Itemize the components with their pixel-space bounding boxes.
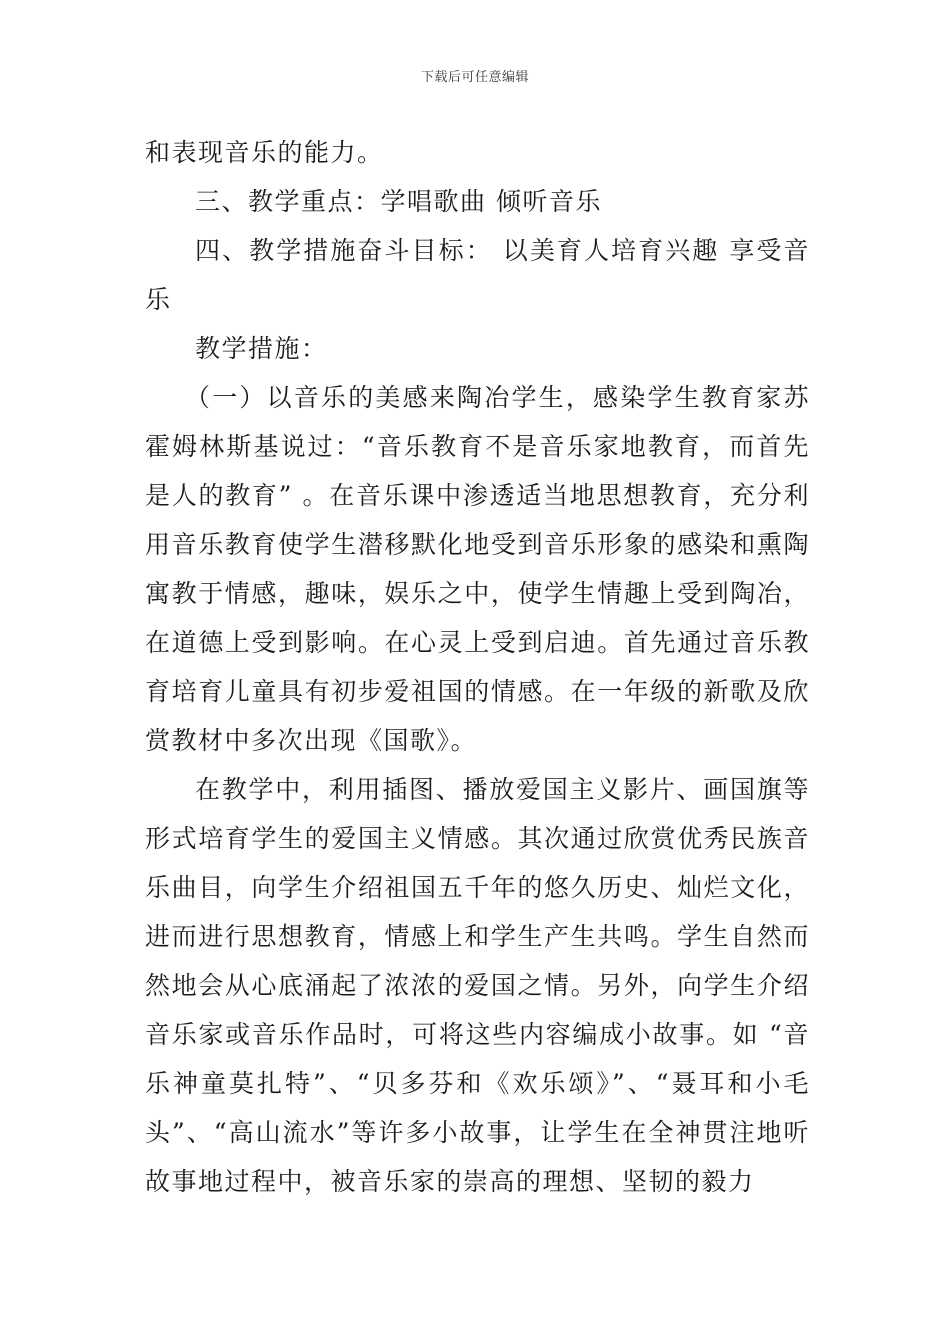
paragraph-teaching-focus: 三、教学重点：学唱歌曲 倾听音乐 bbox=[195, 187, 602, 216]
paragraph-teaching-goals: 四、教学措施奋斗目标： 以美育人培育兴趣 享受音乐 bbox=[145, 236, 810, 314]
paragraph-measure-one: （一）以音乐的美感来陶冶学生，感染学生教育家苏霍姆林斯基说过：“音乐教育不是音乐家地教育，而首先是人的教育” 。在音乐课中渗透适当地思想教育，充分利用音乐教育使学生潜移默化地受到音乐形象的感染和熏陶寓教于情感，趣味，娱乐之中，使学生情趣上受到陶冶，在道德上受到影响。在心灵上受到启迪。首先通过音乐教育培育儿童具有初步爱祖国的情感。在一年级的新歌及欣赏教材中多次出现《国歌》。 bbox=[145, 383, 810, 755]
paragraph-patriotic-education: 在教学中，利用插图、播放爱国主义影片、画国旗等形式培育学生的爱国主义情感。其次通过欣赏优秀民族音乐曲目，向学生介绍祖国五千年的悠久历史、灿烂文化，进而进行思想教育，情感上和学生产生共鸣。学生自然而然地会从心底涌起了浓浓的爱国之情。另外，向学生介绍音乐家或音乐作品时，可将这些内容编成小故事。如 “音乐神童莫扎特”、“贝多芬和《欢乐颂》”、“聂耳和小毛头”、“高山流水”等许多小故事，让学生在全神贯注地听故事地过程中，被音乐家的崇高的理想、坚韧的毅力 bbox=[145, 775, 810, 1196]
document-body bbox=[145, 128, 810, 1206]
page-header: 下载后可任意编辑 bbox=[420, 70, 529, 85]
paragraph-ability: 和表现音乐的能力。 bbox=[145, 138, 384, 167]
paragraph-measures-heading: 教学措施： bbox=[195, 334, 328, 363]
